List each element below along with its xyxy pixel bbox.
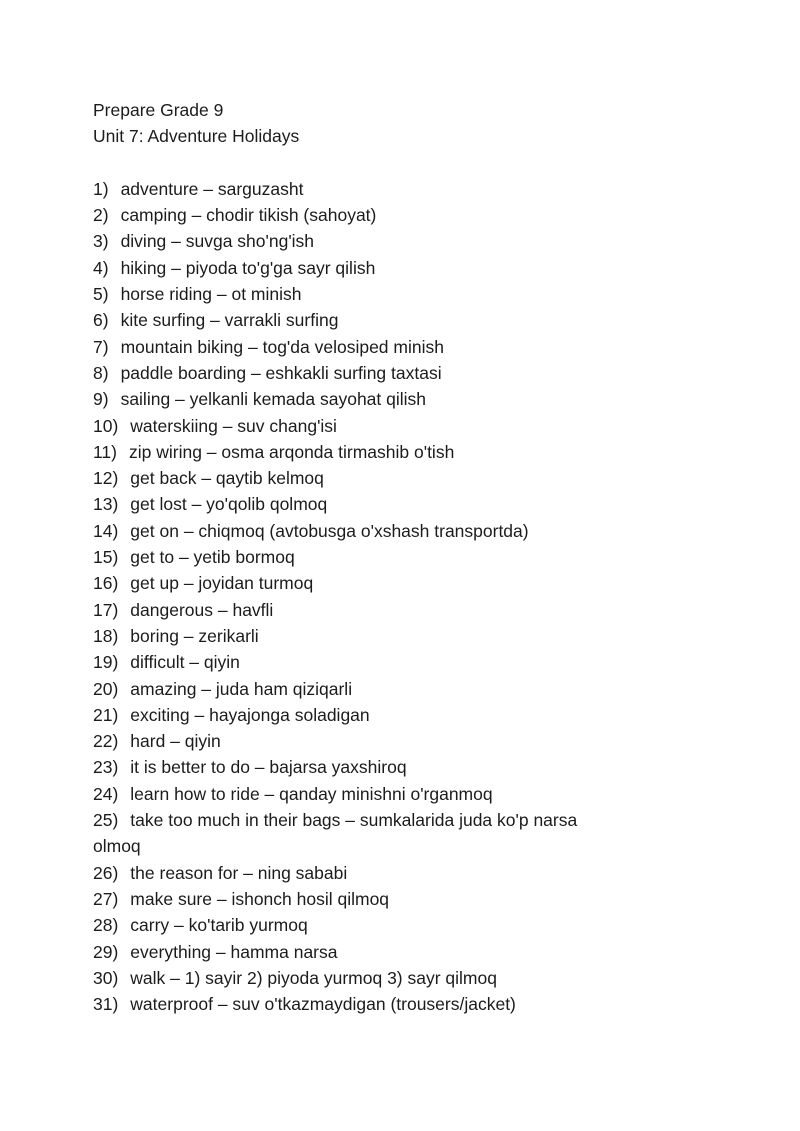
item-text: exciting – hayajonga soladigan (130, 704, 370, 725)
item-number: 12) (93, 468, 119, 489)
doc-title-line-1: Prepare Grade 9 (93, 100, 224, 120)
item-number: 11) (93, 441, 117, 462)
vocab-item (93, 676, 740, 702)
item-number: 21) (93, 704, 119, 725)
vocab-item (93, 939, 740, 965)
item-text: get back – qaytib kelmoq (130, 468, 324, 489)
vocab-item (93, 439, 740, 465)
vocab-item (93, 965, 740, 991)
item-text: difficult – qiyin (130, 652, 240, 673)
item-number: 15) (93, 547, 119, 568)
item-number: 9) (93, 389, 109, 410)
item-text: waterproof – suv o'tkazmaydigan (trousers/jacket) (130, 994, 516, 1015)
item-text: hiking – piyoda to'g'ga sayr qilish (120, 257, 376, 278)
item-number: 18) (93, 625, 119, 646)
vocab-item (93, 491, 740, 517)
item-number: 24) (93, 783, 119, 804)
item-number: 17) (93, 599, 119, 620)
item-number: 5) (93, 284, 109, 305)
item-text: paddle boarding – eshkakli surfing taxtasi (120, 362, 442, 383)
item-number: 4) (93, 257, 109, 278)
vocab-item (93, 860, 740, 886)
vocab-item (93, 176, 740, 202)
vocab-item (93, 386, 740, 412)
item-number: 8) (93, 362, 109, 383)
item-text: waterskiing – suv chang'isi (130, 415, 337, 436)
vocab-item (93, 991, 740, 1017)
vocab-item (93, 465, 740, 491)
item-number: 6) (93, 310, 109, 331)
item-number: 7) (93, 336, 109, 357)
item-number: 22) (93, 731, 119, 752)
item-text: zip wiring – osma arqonda tirmashib o'tish (129, 441, 455, 462)
item-text: get lost – yo'qolib qolmoq (130, 494, 328, 515)
item-text: adventure – sarguzasht (120, 178, 304, 199)
vocab-item (93, 518, 740, 544)
item-text: diving – suvga sho'ng'ish (120, 231, 315, 252)
item-text: make sure – ishonch hosil qilmoq (130, 888, 390, 909)
vocab-item (93, 202, 740, 228)
item-text: get on – chiqmoq (avtobusga o'xshash transportda) (130, 520, 529, 541)
vocab-item (93, 623, 740, 649)
item-number: 19) (93, 652, 119, 673)
item-number: 23) (93, 757, 119, 778)
item-number: 2) (93, 205, 109, 226)
item-text: the reason for – ning sababi (130, 862, 348, 883)
item-text: walk – 1) sayir 2) piyoda yurmoq 3) sayr qilmoq (130, 967, 497, 988)
vocab-item (93, 649, 740, 675)
vocab-item (93, 912, 740, 938)
blank-line (93, 150, 740, 176)
vocab-item (93, 886, 740, 912)
item-number: 20) (93, 678, 119, 699)
vocab-item (93, 360, 740, 386)
item-text: amazing – juda ham qiziqarli (130, 678, 353, 699)
vocab-item (93, 228, 740, 254)
vocab-item (93, 781, 740, 807)
vocab-item (93, 281, 740, 307)
item-number: 25) (93, 810, 119, 831)
vocab-item (93, 255, 740, 281)
vocab-item (93, 334, 740, 360)
vocab-item (93, 307, 740, 333)
item-number: 13) (93, 494, 119, 515)
item-text: boring – zerikarli (130, 625, 259, 646)
item-text: everything – hamma narsa (130, 941, 338, 962)
item-text: learn how to ride – qanday minishni o'rganmoq (130, 783, 493, 804)
vocab-item (93, 807, 740, 833)
vocab-item-overflow: olmoq (93, 836, 141, 857)
item-number: 14) (93, 520, 119, 541)
vocab-list (93, 176, 740, 1018)
item-text: carry – ko'tarib yurmoq (130, 915, 308, 936)
item-number: 30) (93, 967, 119, 988)
item-number: 1) (93, 178, 109, 199)
item-number: 3) (93, 231, 109, 252)
item-text: get up – joyidan turmoq (130, 573, 314, 594)
item-text: camping – chodir tikish (sahoyat) (120, 205, 377, 226)
item-text: take too much in their bags – sumkalarida juda ko'p narsa (130, 810, 578, 831)
item-text: get to – yetib bormoq (130, 547, 295, 568)
vocab-item (93, 597, 740, 623)
item-number: 28) (93, 915, 119, 936)
doc-title-line-2: Unit 7: Adventure Holidays (93, 126, 300, 147)
vocab-item (93, 728, 740, 754)
vocab-item (93, 754, 740, 780)
item-number: 31) (93, 994, 119, 1015)
item-text: kite surfing – varrakli surfing (120, 310, 339, 331)
vocab-item (93, 544, 740, 570)
item-number: 26) (93, 862, 119, 883)
item-text: it is better to do – bajarsa yaxshiroq (130, 757, 407, 778)
item-text: mountain biking – tog'da velosiped minish (120, 336, 444, 357)
item-text: horse riding – ot minish (120, 284, 302, 305)
item-text: hard – qiyin (130, 731, 221, 752)
vocab-item (93, 413, 740, 439)
item-number: 10) (93, 415, 119, 436)
item-text: dangerous – havfli (130, 599, 274, 620)
item-text: sailing – yelkanli kemada sayohat qilish (120, 389, 427, 410)
vocab-item (93, 702, 740, 728)
item-number: 29) (93, 941, 119, 962)
item-number: 16) (93, 573, 119, 594)
vocab-item (93, 570, 740, 596)
item-number: 27) (93, 888, 119, 909)
